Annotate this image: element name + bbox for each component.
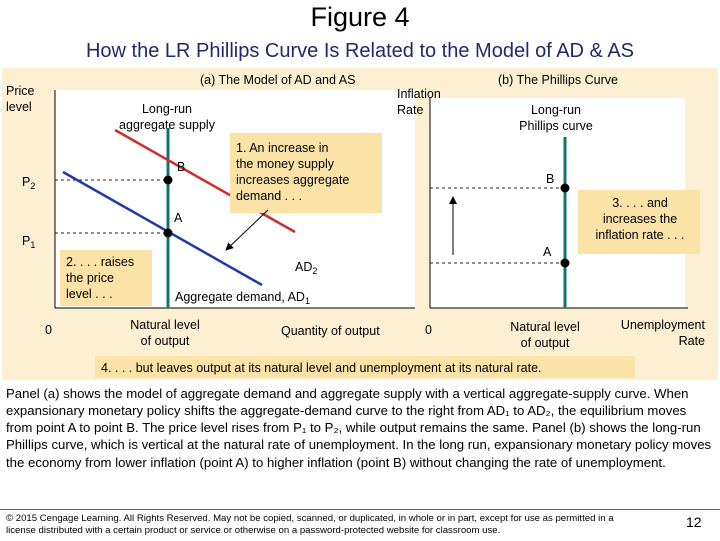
panel-b-heading: (b) The Phillips Curve [498, 73, 618, 87]
panel-a-point-a [164, 229, 173, 238]
lras-label-1: Long-run [141, 102, 193, 116]
panel-b-point-b-label: B [546, 172, 555, 186]
note-2-line-1: 2. . . . raises [66, 255, 135, 269]
panel-b-x-label-1: Unemployment [620, 318, 705, 332]
panel-b-y-label-1: Inflation [397, 87, 441, 101]
panel-b-point-b [561, 184, 570, 193]
page-number: 12 [686, 514, 702, 530]
panel-a-natural-level-1: Natural level [130, 318, 200, 332]
note-3-line-1: 3. . . . and [612, 196, 668, 210]
lrpc-label-2: Phillips curve [519, 119, 593, 133]
ad1-label: Aggregate demand, $AD_1$ [175, 290, 310, 306]
note-1-line-1: 1. An increase in [236, 141, 329, 155]
panel-b-natural-level-1: Natural level [510, 320, 580, 334]
panel-b-y-label-2: Rate [397, 103, 424, 117]
note-3-line-3: inflation rate . . . [595, 228, 685, 242]
panel-a-point-a-label: A [174, 211, 183, 225]
panel-b-point-a [561, 259, 570, 268]
note-2-line-3: level . . . [66, 287, 113, 301]
panel-a-x-label: Quantity of output [281, 324, 380, 338]
lras-label-2: aggregate supply [119, 118, 215, 132]
figure-subtitle: How the LR Phillips Curve Is Related to the Model of AD & AS [85, 40, 635, 62]
note-3-line-2: increases the [602, 212, 678, 226]
panel-a-point-b [164, 176, 173, 185]
panel-a-origin: 0 [45, 323, 52, 337]
panel-a-point-b-label: B [177, 160, 186, 174]
figure-title: Figure 4 [310, 2, 410, 32]
p1-label: $P_1$ [22, 234, 36, 250]
panel-b-origin: 0 [425, 323, 432, 337]
lrpc-label-1: Long-run [530, 103, 582, 117]
note-2-line-2: the price [66, 271, 114, 285]
figure-description: Panel (a) shows the model of aggregate demand and aggregate supply with a vertical aggregate-supply curve. When expansionary monetary policy shifts the aggregate-demand curve to the right from AD₁ to AD₂, the equilibrium moves from point A to point B. The price level rises from P₁ to P₂, while output remains the same. Panel (b) shows the long-run Phillips curve, which is vertical at the natural rate of unemployment. In the long run, expansionary monetary policy moves the economy from lower inflation (point A) to higher inflation (point B) without changing the rate of unemployment. [6, 386, 712, 470]
panel-a-heading: (a) The Model of AD and AS [200, 73, 356, 87]
ad2-label: $AD_2$ [295, 260, 318, 276]
note-4: 4. . . . but leaves output at its natural level and unemployment at its natural rate. [101, 361, 542, 375]
panel-b-x-label-2: Rate [678, 334, 705, 348]
note-1-line-2: the money supply [236, 157, 334, 171]
panel-a-natural-level-2: of output [140, 334, 190, 348]
panel-b-point-a-label: A [543, 245, 552, 259]
panel-a-y-label-2: level [6, 100, 32, 114]
copyright-notice: © 2015 Cengage Learning. All Rights Reserved. May not be copied, scanned, or duplicated, in whole or in part, except for use as permitted in a license distributed with a certain product or service or otherwise on a password-protected website for classroom use. [6, 513, 614, 537]
panel-b-natural-level-2: of output [520, 336, 570, 350]
p2-label: $P_2$ [22, 175, 36, 191]
note-1-line-4: demand . . . [236, 189, 303, 203]
note-1-line-3: increases aggregate [236, 173, 350, 187]
panel-a-y-label-1: Price [6, 84, 35, 98]
